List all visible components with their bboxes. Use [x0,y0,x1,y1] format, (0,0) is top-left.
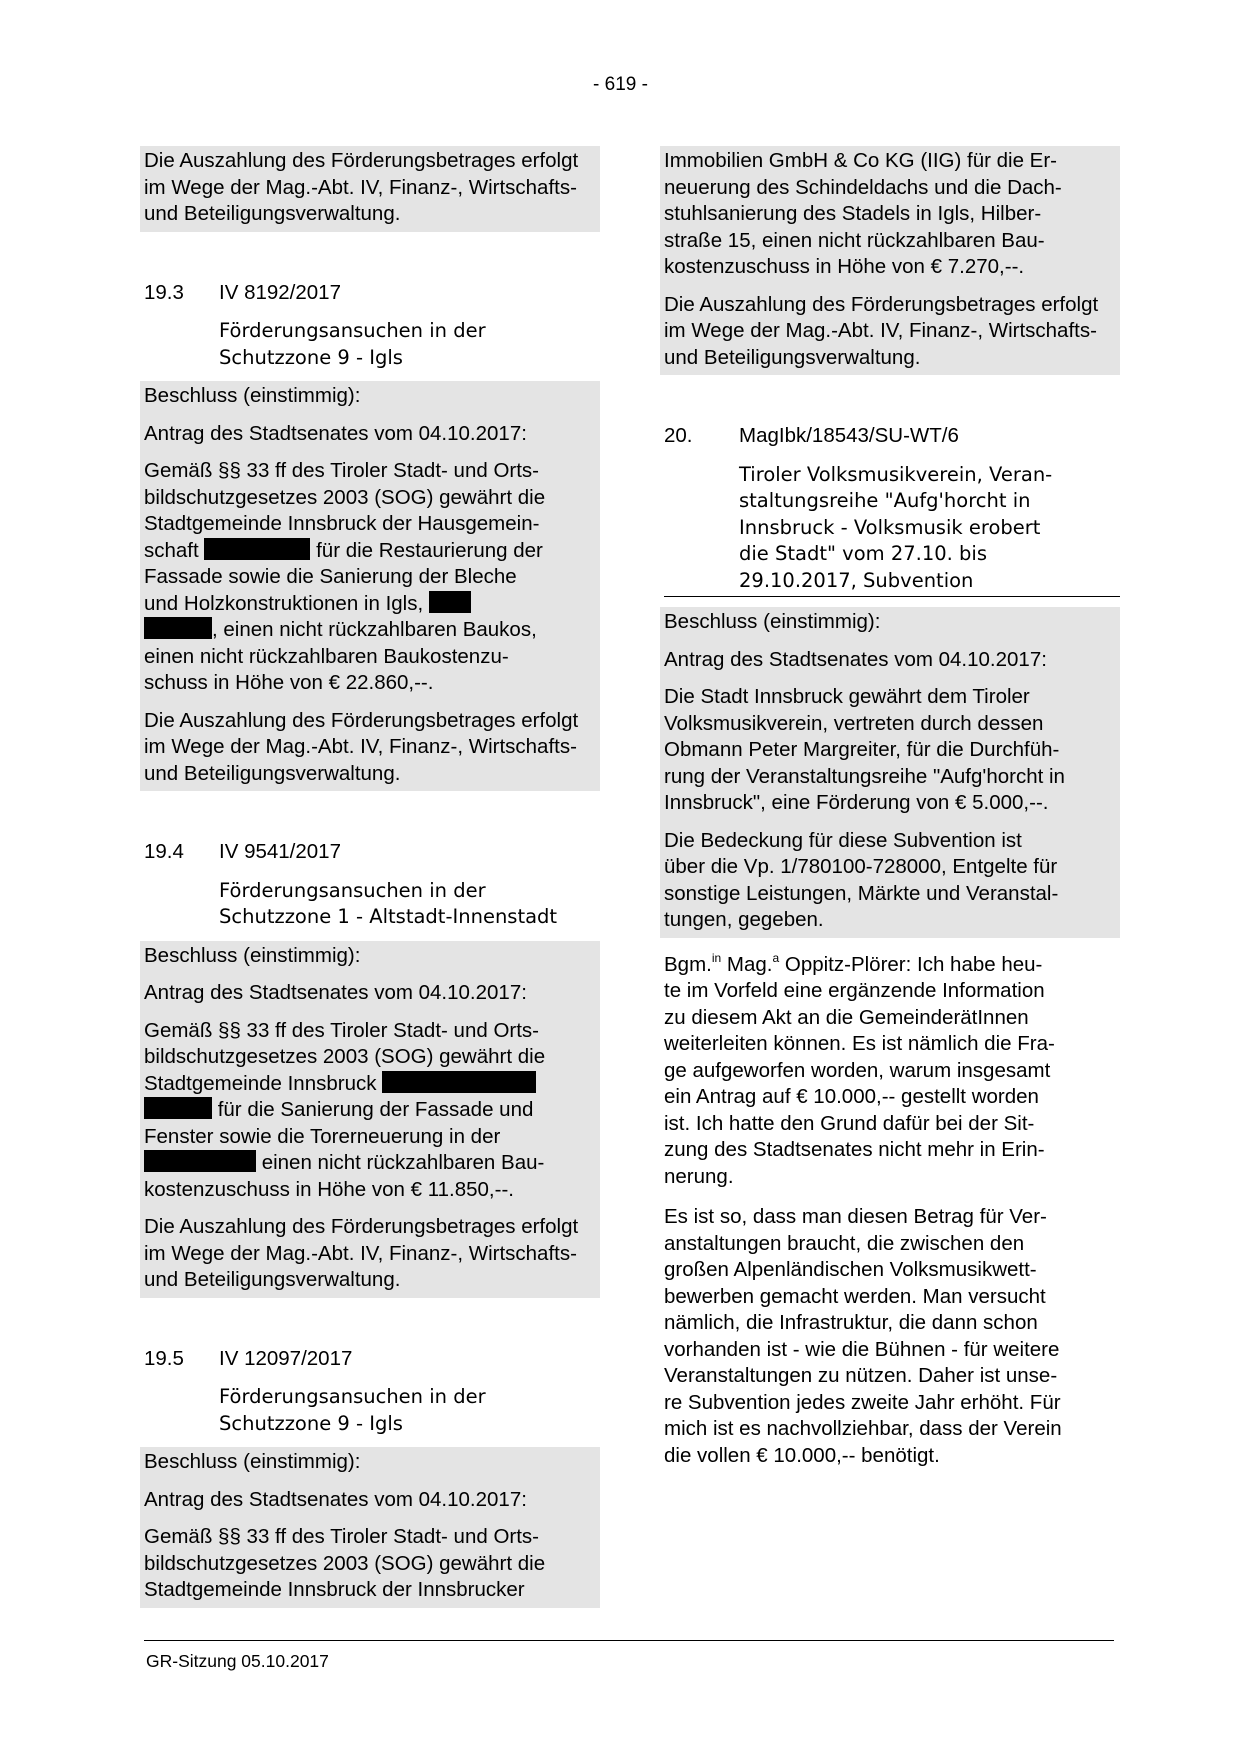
decision-label: Beschluss (einstimmig): [144,384,361,407]
redaction-bar [429,591,471,613]
item-title [219,1384,596,1437]
text-line: nämlich, die Infrastruktur, die dann schon [664,1311,1038,1334]
grant-text [664,148,1116,281]
text-line: Volksmusikverein, vertreten durch dessen [664,711,1044,735]
decision-label: Beschluss (einstimmig): [144,1450,361,1473]
text-line: te im Vorfeld eine ergänzende Information [664,979,1045,1002]
text-line: , einen nicht rückzahlbaren Baukos, [212,618,537,641]
title-line: Förderungsansuchen in der [219,1385,486,1408]
grant-text [144,1524,596,1604]
text-line: die vollen € 10.000,-- benötigt. [664,1443,940,1467]
right-column [664,146,1116,1483]
motion-label: Antrag des Stadtsenates vom 04.10.2017: [144,421,527,445]
grant-text [144,1018,596,1204]
item-19-3-header [144,280,596,307]
text-line: anstaltungen braucht, die zwischen den [664,1231,1025,1255]
redaction-bar [144,1097,212,1119]
item-number: 19.3 [144,280,184,304]
title-line: Tiroler Volksmusikverein, Veran- [739,462,1053,486]
text-line: Gemäß §§ 33 ff des Tiroler Stadt- und Orts- [144,459,539,482]
superscript: in [711,950,722,965]
page-number: - 619 - [593,74,648,95]
text-line: für die Restaurierung der [316,538,543,562]
redaction-bar [204,538,310,560]
title-line: Schutzzone 9 - Igls [219,1411,403,1435]
item-reference: IV 8192/2017 [219,280,341,304]
motion-label: Antrag des Stadtsenates vom 04.10.2017: [144,1487,527,1511]
title-line: Schutzzone 1 - Altstadt-Innenstadt [219,905,558,928]
text-line: weiterleiten können. Es ist nämlich die Fra- [664,1032,1055,1055]
text-line: Stadtgemeinde Innsbruck der Innsbrucker [144,1578,525,1601]
item-reference: IV 12097/2017 [219,1346,353,1370]
text-line: Die Stadt Innsbruck gewährt dem Tiroler [664,685,1030,708]
item-19-5-header [144,1346,596,1373]
text-line: über die Vp. 1/780100-728000, Entgelte für [664,855,1058,878]
decision-block [660,607,1120,938]
payment-text: Die Auszahlung des Förderungsbetrages erfolgt im Wege der Mag.-Abt. IV, Finanz-, Wirtschafts- und Beteiligungsverwaltung. [664,292,1099,369]
text-line: stuhlsanierung des Stadels in Igls, Hilber- [664,202,1042,225]
item-reference: IV 9541/2017 [219,840,341,863]
footer-rule [144,1640,1114,1641]
text-line: bildschutzgesetzes 2003 (SOG) gewährt die [144,1045,546,1068]
text-line: tungen, gegeben. [664,908,824,931]
text-line: Veranstaltungen zu nützen. Daher ist unse- [664,1364,1058,1387]
text-line: für die Sanierung der Fassade und [217,1098,534,1121]
text-line: einen nicht rückzahlbaren Bau- [261,1151,545,1174]
superscript: a [772,950,780,965]
item-number: 19.5 [144,1346,184,1370]
title-line: Innsbruck - Volksmusik erobert [739,515,1041,539]
item-number: 19.4 [144,840,184,863]
motion-label: Antrag des Stadtsenates vom 04.10.2017: [144,981,527,1004]
decision-block [140,1447,600,1608]
item-title [664,462,1120,598]
decision-block [140,941,600,1298]
speech-paragraph [664,952,1116,1191]
text-line: vorhanden ist - wie die Bühnen - für weitere [664,1337,1060,1361]
text-line: schaft [144,538,199,562]
coverage-text [664,828,1116,934]
item-title [219,878,596,931]
text-line: Gemäß §§ 33 ff des Tiroler Stadt- und Orts- [144,1018,539,1042]
text-line: Stadtgemeinde Innsbruck [144,1071,377,1095]
text-line: ist. Ich hatte den Grund dafür bei der Sit- [664,1111,1035,1135]
redaction-bar [144,1150,256,1172]
payment-note [140,146,600,232]
text-line: Gemäß §§ 33 ff des Tiroler Stadt- und Orts- [144,1525,539,1548]
footer-text: GR-Sitzung 05.10.2017 [146,1651,329,1671]
decision-label: Beschluss (einstimmig): [664,610,881,633]
text-line: Obmann Peter Margreiter, für die Durchfüh- [664,738,1060,761]
title-line: Förderungsansuchen in der [219,878,486,902]
item-20-header [664,423,1116,450]
item-number: 20. [664,424,693,447]
text-line: schuss in Höhe von € 22.860,--. [144,671,434,694]
text-line: mich ist es nachvollziehbar, dass der Verein [664,1417,1062,1440]
text-line: Die Bedeckung für diese Subvention ist [664,828,1022,852]
text-line: Immobilien GmbH & Co KG (IIG) für die Er- [664,149,1058,172]
payment-text: Die Auszahlung des Förderungsbetrages erfolgt im Wege der Mag.-Abt. IV, Finanz-, Wirtschafts- und Beteiligungsverwaltung. [144,149,579,225]
text-line: einen nicht rückzahlbaren Baukostenzu- [144,644,509,668]
text-line: ge aufgeworfen worden, warum insgesamt [664,1058,1051,1082]
text-line: großen Alpenländischen Volksmusikwett- [664,1258,1037,1281]
text-line: bewerben gemacht werden. Man versucht [664,1284,1046,1308]
speaker-name: Oppitz-Plörer: Ich habe heu- [779,952,1043,976]
text-line: re Subvention jedes zweite Jahr erhöht. Für [664,1390,1061,1414]
text-line: neuerung des Schindeldachs und die Dach- [664,175,1062,199]
title-line: staltungsreihe "Aufg'horcht in [739,489,1031,512]
text-line: bildschutzgesetzes 2003 (SOG) gewährt die [144,1551,546,1575]
redaction-bar [144,617,212,639]
text-line: straße 15, einen nicht rückzahlbaren Bau- [664,228,1045,252]
speech-paragraph [664,1204,1116,1469]
decision-block [140,381,600,791]
continued-grant-block [660,146,1120,375]
text-line: Fenster sowie die Torerneuerung in der [144,1124,501,1148]
item-reference: MagIbk/18543/SU-WT/6 [739,424,959,447]
text-line: kostenzuschuss in Höhe von € 11.850,--. [144,1177,514,1201]
left-column [144,146,596,1608]
payment-text: Die Auszahlung des Förderungsbetrages erfolgt im Wege der Mag.-Abt. IV, Finanz-, Wirtschafts- und Beteiligungsverwaltung. [144,708,579,785]
text-line: und Holzkonstruktionen in Igls, [144,591,424,615]
motion-label: Antrag des Stadtsenates vom 04.10.2017: [664,647,1047,671]
speaker-title: Bgm. [664,952,712,976]
text-line: Innsbruck", eine Förderung von € 5.000,--. [664,791,1049,814]
title-line: Schutzzone 9 - Igls [219,345,403,369]
text-line: Fassade sowie die Sanierung der Bleche [144,565,517,588]
title-line: Förderungsansuchen in der [219,319,486,342]
title-line: die Stadt" vom 27.10. bis [739,542,987,565]
text-line: sonstige Leistungen, Märkte und Veranstal- [664,881,1059,905]
speaker-title: Mag. [721,952,773,976]
text-line: Es ist so, dass man diesen Betrag für Ver- [664,1205,1047,1228]
grant-text [664,684,1116,817]
text-line: bildschutzgesetzes 2003 (SOG) gewährt die [144,485,546,509]
payment-text: Die Auszahlung des Förderungsbetrages erfolgt im Wege der Mag.-Abt. IV, Finanz-, Wirtschafts- und Beteiligungsverwaltung. [144,1215,579,1291]
text-line: nerung. [664,1164,734,1188]
text-line: zu diesem Akt an die GemeinderätInnen [664,1005,1029,1029]
item-title [219,318,596,371]
item-19-4-header [144,839,596,866]
text-line: zung des Stadtsenates nicht mehr in Erin- [664,1138,1045,1161]
text-line: rung der Veranstaltungsreihe "Aufg'horcht in [664,764,1065,788]
speech-block [664,952,1116,1470]
title-line: 29.10.2017, Subvention [739,568,974,592]
text-line: ein Antrag auf € 10.000,-- gestellt worden [664,1085,1039,1108]
decision-label: Beschluss (einstimmig): [144,943,361,967]
text-line: Stadtgemeinde Innsbruck der Hausgemein- [144,512,540,535]
text-line: kostenzuschuss in Höhe von € 7.270,--. [664,255,1025,278]
grant-text [144,458,596,697]
redaction-bar [382,1071,536,1093]
